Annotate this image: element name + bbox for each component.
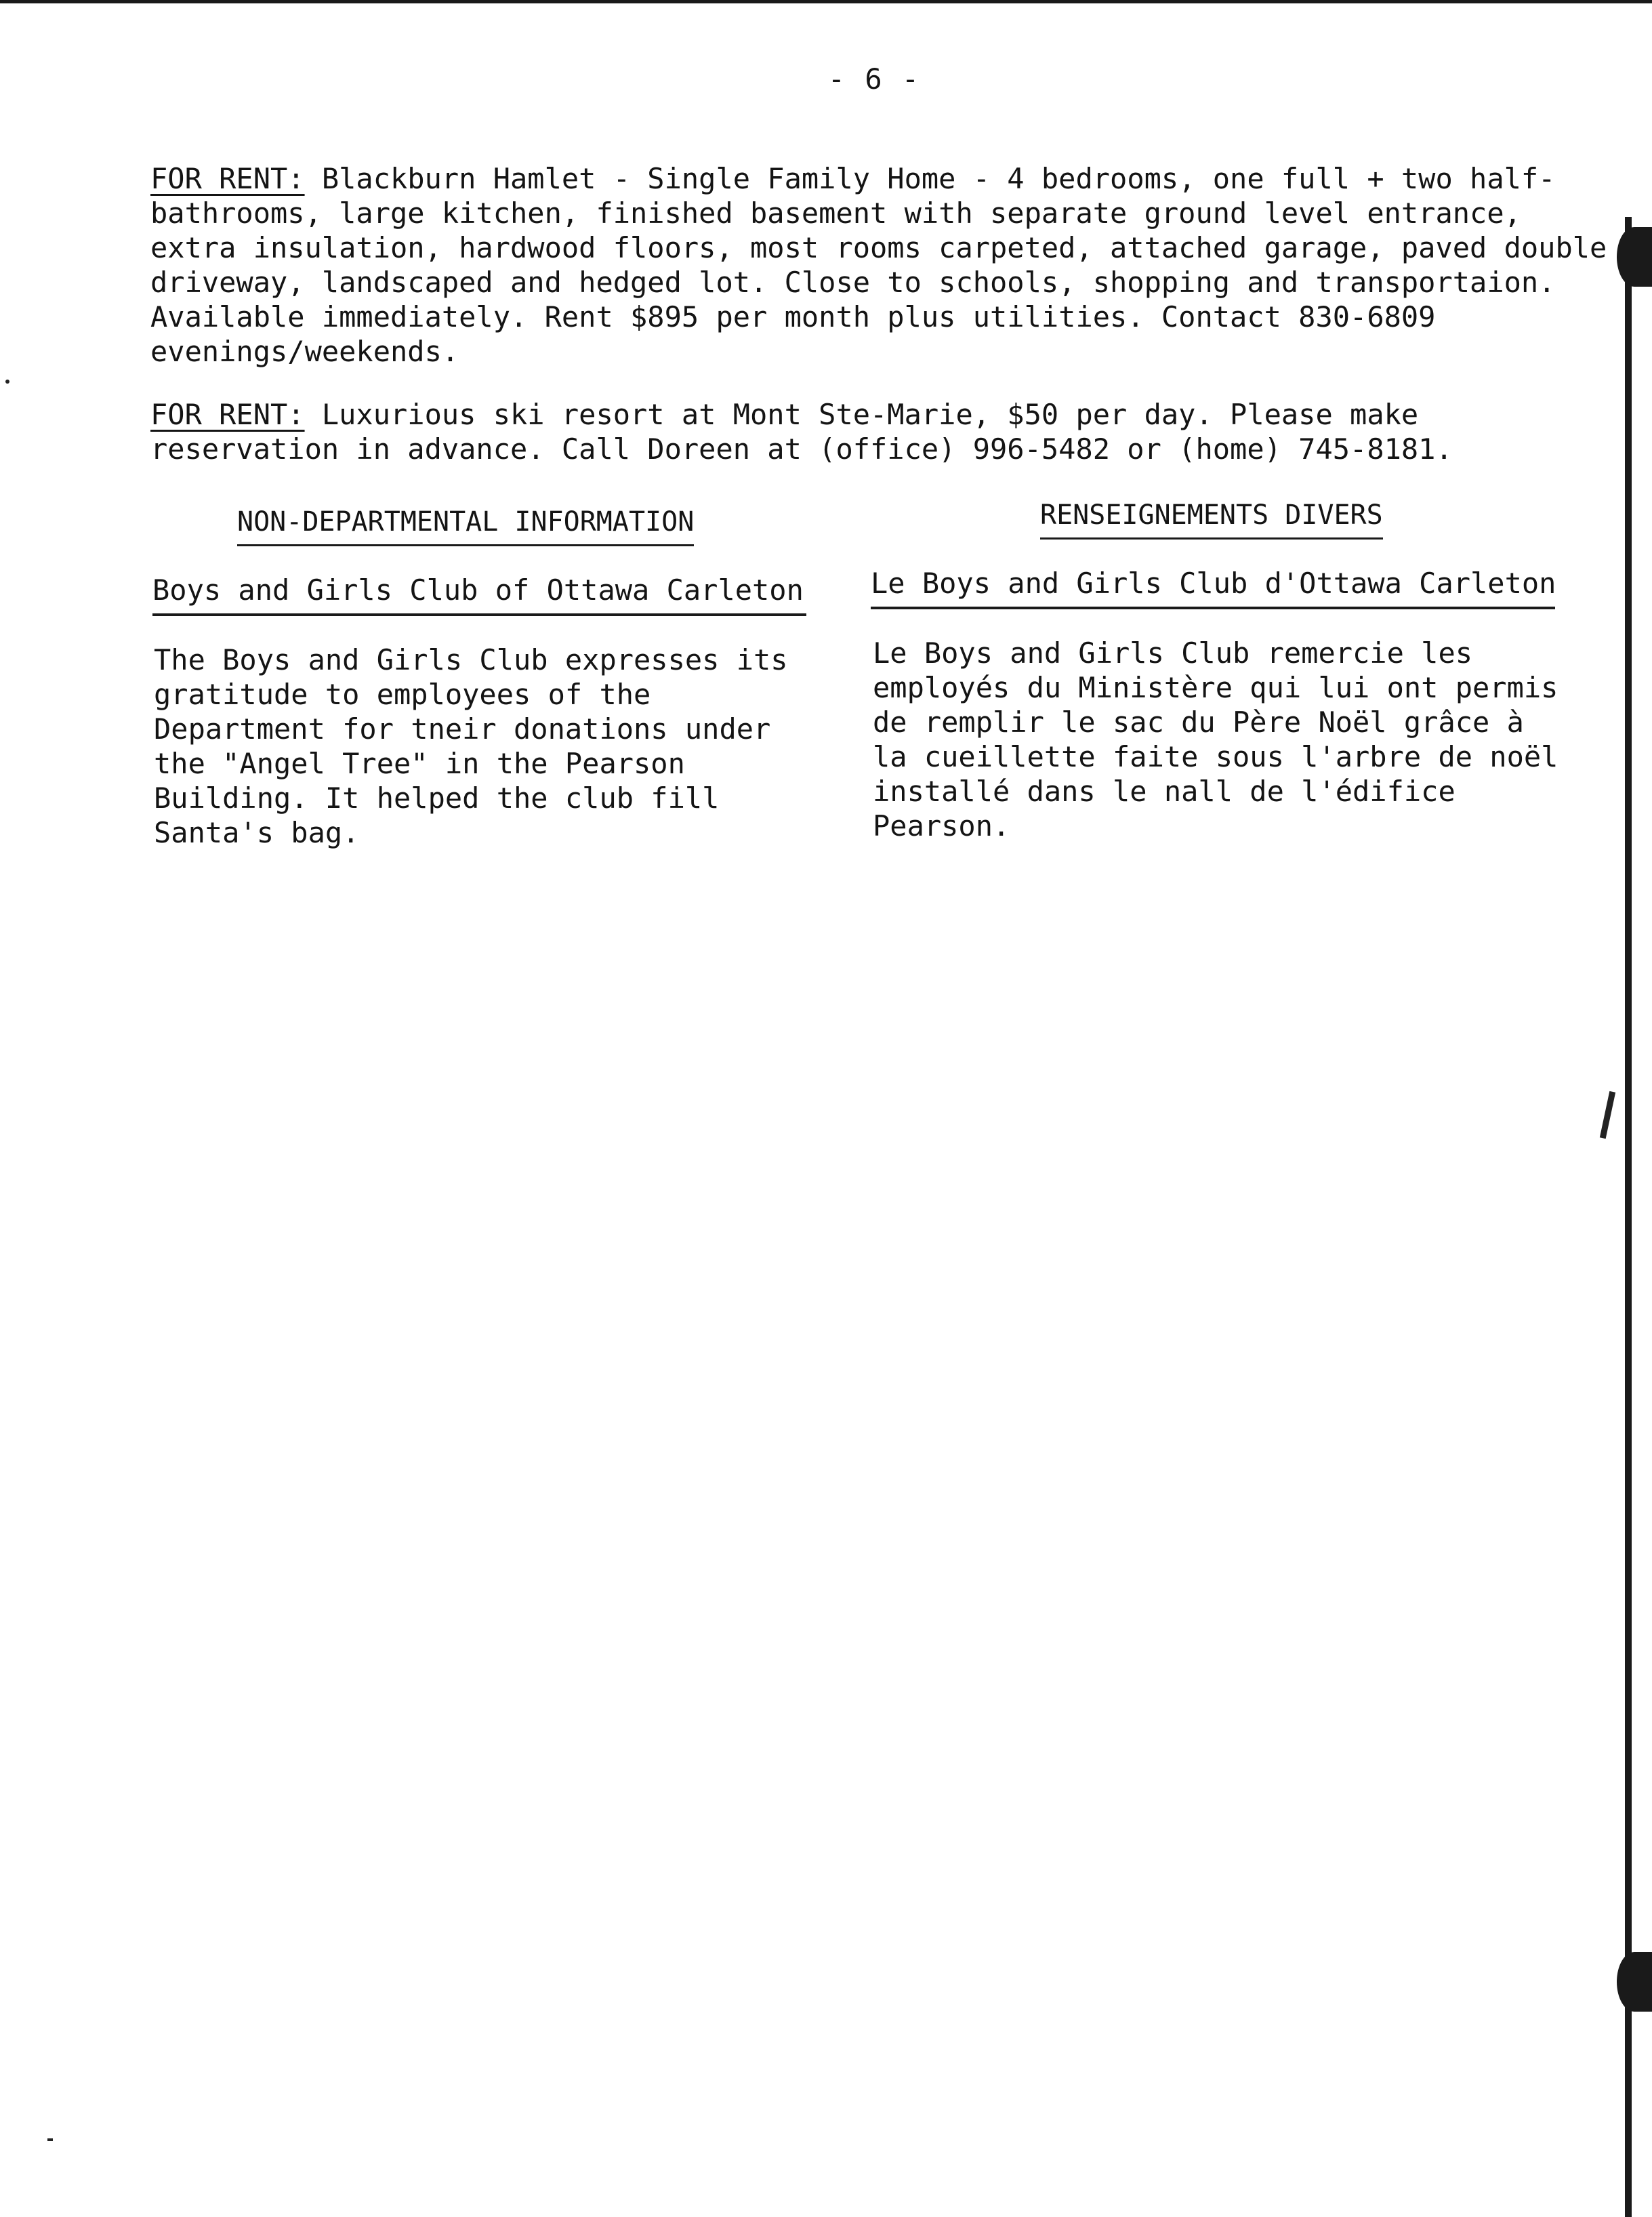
scan-right-edge [1625,217,1632,2217]
subheading-french: Le Boys and Girls Club d'Ottawa Carleton [871,566,1555,609]
scan-speck [5,380,9,384]
page-number: - 6 - [827,62,921,96]
ad-text: Blackburn Hamlet - Single Family Home - 4 bedrooms, one full + two half-bathrooms, large kitchen, finished basement with separate ground level entrance, extra insulation, hardwood floors, most rooms carpeted, attached garage, paved double driveway, landscaped and hedged lot. Close to schools, shopping and transportaion. Available immediately. Rent $895 per month plus utilities. Contact 830-6809 evenings/weekends. [150,162,1607,368]
ad-label: FOR RENT: [150,398,305,431]
section-heading-english: NON-DEPARTMENTAL INFORMATION [237,505,694,546]
ad-label: FOR RENT: [150,162,305,195]
subheading-english: Boys and Girls Club of Ottawa Carleton [152,573,806,616]
ad-text: Luxurious ski resort at Mont Ste-Marie, $50 per day. Please make reservation in advance. Call Doreen at (office) 996-5482 or (home) 745-8181. [150,398,1453,466]
binder-hole-top [1617,227,1652,287]
rental-ad-ski-resort [150,397,1621,466]
section-heading-french: RENSEIGNEMENTS DIVERS [1040,498,1383,540]
rental-ad-house [150,161,1621,369]
body-text-french: Le Boys and Girls Club remercie les employés du Ministère qui lui ont permis de remplir le sac du Père Noël grâce à la cueillette faite sous l'arbre de noël installé dans le nall de l'édifice Pearson. [873,636,1558,842]
scan-mark [1600,1091,1615,1139]
binder-hole-bottom [1617,1952,1652,2012]
body-text-english: The Boys and Girls Club expresses its gratitude to employees of the Department for tneir donations under the "Angel Tree" in the Pearson Building. It helped the club fill Santa's bag. [154,643,788,849]
scan-speck [47,2138,53,2141]
scan-top-border [0,0,1652,3]
